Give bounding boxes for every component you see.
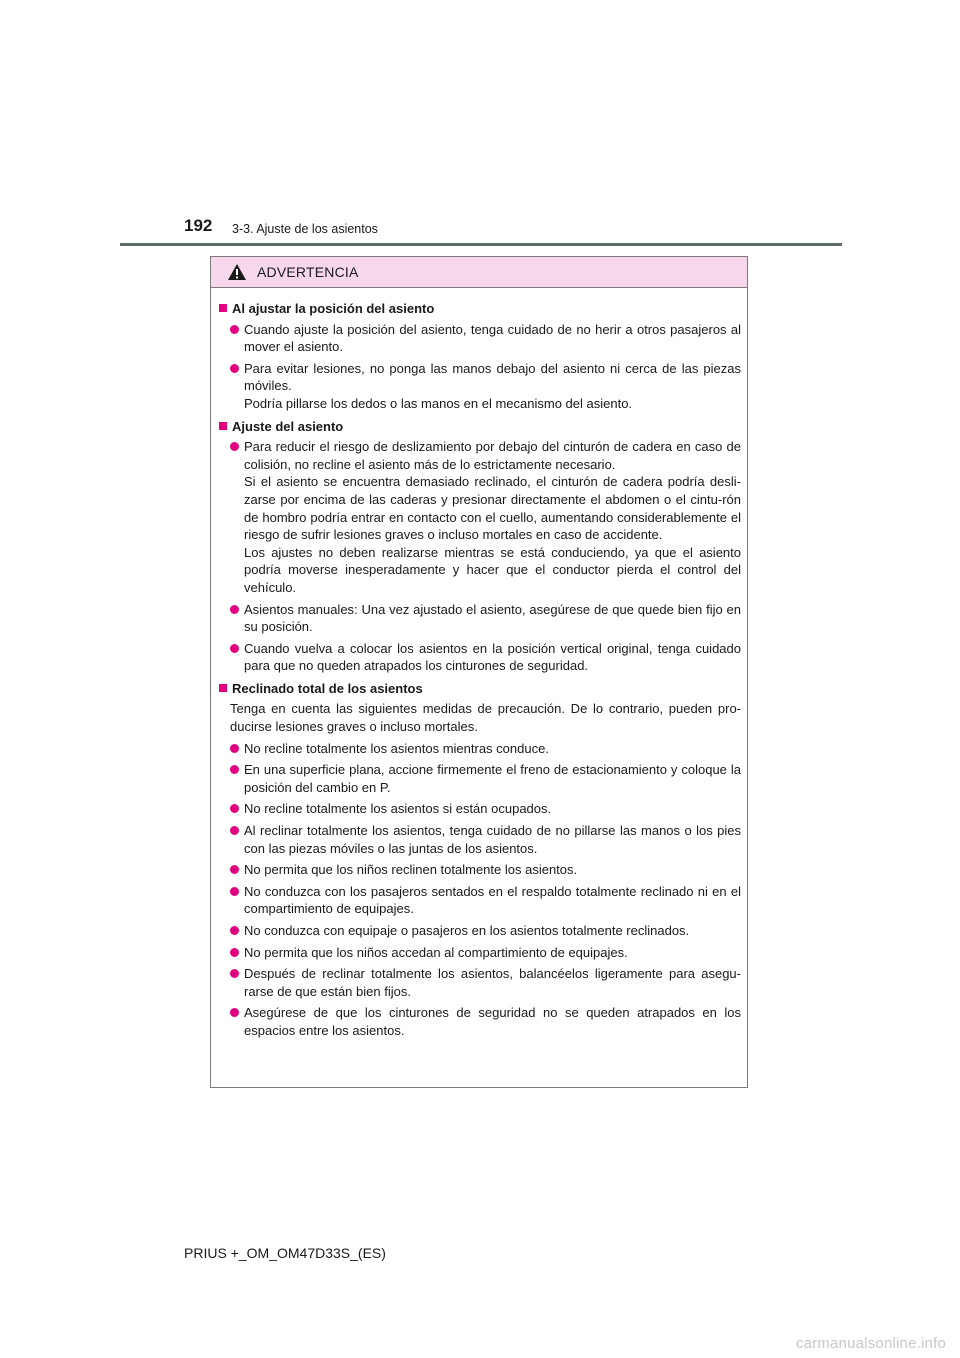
circle-bullet-icon <box>230 364 239 373</box>
paragraph: No permita que los niños accedan al compartimiento de equipajes. <box>244 944 628 960</box>
circle-bullet-icon <box>230 804 239 813</box>
circle-bullet-icon <box>230 887 239 896</box>
header-rule <box>120 243 842 246</box>
paragraph: No recline totalmente los asientos mientras conduce. <box>244 740 549 756</box>
circle-bullet-icon <box>230 926 239 935</box>
paragraph: Podría pillarse los dedos o las manos en el mecanismo del asiento. <box>244 395 633 411</box>
paragraph: Asientos manuales: Una vez ajustado el asiento, asegúrese de que quede bien fijo en su posición. <box>244 601 741 635</box>
list-item <box>230 861 741 879</box>
topic-heading-text: Reclinado total de los asientos <box>232 680 423 696</box>
watermark: carmanualsonline.info <box>795 1335 946 1352</box>
list-item-text <box>244 861 741 879</box>
paragraph: Los ajustes no deben realizarse mientras se está conduciendo, ya que el asiento podría moverse inesperadamente y hacer que el conductor pierda el control del vehículo. <box>244 544 741 595</box>
circle-bullet-icon <box>230 644 239 653</box>
topic-heading <box>217 418 741 436</box>
list-item-text <box>244 883 741 918</box>
list-item <box>230 438 741 596</box>
paragraph: No conduzca con los pasajeros sentados en el respaldo totalmente reclinado ni en el compartimiento de equipajes. <box>244 883 741 917</box>
list-item <box>230 601 741 636</box>
circle-bullet-icon <box>230 325 239 334</box>
list-item <box>230 761 741 796</box>
topic-intro: Tenga en cuenta las siguientes medidas de precaución. De lo contrario, pueden pro-ducirse lesiones graves o incluso mortales. <box>230 701 741 735</box>
paragraph: Asegúrese de que los cinturones de seguridad no se queden atrapados en los espacios entre los asientos. <box>244 1005 741 1038</box>
list-item-text <box>244 360 741 413</box>
topic-heading <box>217 680 741 698</box>
paragraph: Si el asiento se encuentra demasiado reclinado, el cinturón de cadera podría desli-zarse por encima de las caderas y presionar directamente el abdomen o el cintu-rón de hombro podría entrar en contacto con el cuello, aumentando considerablemente el riesgo de sufrir lesiones graves o incluso mortales en caso de accidente. <box>244 474 741 543</box>
list-item <box>230 740 741 758</box>
square-bullet-icon <box>219 684 227 692</box>
paragraph: Para reducir el riesgo de deslizamiento por debajo del cinturón de cadera en caso de colisión, no recline el asiento más de lo estrictamente necesario. <box>244 439 741 472</box>
circle-bullet-icon <box>230 765 239 774</box>
list-item <box>230 922 741 940</box>
warning-box <box>210 256 748 1088</box>
list-item-text <box>244 822 741 857</box>
circle-bullet-icon <box>230 969 239 978</box>
paragraph: Cuando ajuste la posición del asiento, tenga cuidado de no herir a otros pasajeros al mover el asiento. <box>244 321 741 355</box>
circle-bullet-icon <box>230 605 239 614</box>
list-item <box>230 800 741 818</box>
paragraph: En una superficie plana, accione firmemente el freno de estacionamiento y coloque la posición del cambio en P. <box>244 762 741 795</box>
list-item-text <box>244 1004 741 1039</box>
list-item-text <box>244 944 741 962</box>
list-item-text <box>244 761 741 796</box>
warning-topic <box>217 300 741 413</box>
list-item <box>230 640 741 675</box>
list-item-text <box>244 640 741 675</box>
list-item <box>230 883 741 918</box>
list-item <box>230 822 741 857</box>
circle-bullet-icon <box>230 1008 239 1017</box>
paragraph: Después de reclinar totalmente los asientos, balancéelos ligeramente para asegu-rarse de que están bien fijos. <box>244 966 741 999</box>
warning-topic <box>217 680 741 1040</box>
paragraph: Al reclinar totalmente los asientos, tenga cuidado de no pillarse las manos o los pies con las piezas móviles o las juntas de los asientos. <box>244 823 741 856</box>
list-item-text <box>244 922 741 940</box>
square-bullet-icon <box>219 422 227 430</box>
list-item <box>230 1004 741 1039</box>
circle-bullet-icon <box>230 865 239 874</box>
paragraph: Para evitar lesiones, no ponga las manos debajo del asiento ni cerca de las piezas móviles. <box>244 360 741 394</box>
topic-heading <box>217 300 741 318</box>
list-item <box>230 965 741 1000</box>
circle-bullet-icon <box>230 826 239 835</box>
list-item <box>230 360 741 413</box>
circle-bullet-icon <box>230 442 239 451</box>
document-code: PRIUS +_OM_OM47D33S_(ES) <box>184 1245 386 1261</box>
warning-topic <box>217 418 741 675</box>
page-number: 192 <box>184 216 213 235</box>
paragraph: No permita que los niños reclinen totalmente los asientos. <box>244 862 578 878</box>
list-item-text <box>244 601 741 636</box>
topic-heading-text: Al ajustar la posición del asiento <box>232 301 435 316</box>
warning-header <box>211 257 747 288</box>
list-item-text <box>244 740 741 758</box>
paragraph: No conduzca con equipaje o pasajeros en los asientos totalmente reclinados. <box>244 923 690 938</box>
paragraph: Cuando vuelva a colocar los asientos en la posición vertical original, tenga cuidado para que no queden atrapados los cinturones de seguridad. <box>244 640 741 674</box>
list-item <box>230 321 741 356</box>
warning-title: ADVERTENCIA <box>257 264 359 280</box>
circle-bullet-icon <box>230 948 239 957</box>
warning-triangle-icon <box>227 263 247 281</box>
circle-bullet-icon <box>230 744 239 753</box>
square-bullet-icon <box>219 304 227 312</box>
list-item-text <box>244 321 741 356</box>
topic-heading-text: Ajuste del asiento <box>232 418 344 434</box>
list-item <box>230 944 741 962</box>
list-item-text <box>244 438 741 596</box>
list-item-text <box>244 800 741 818</box>
warning-body <box>211 288 747 1040</box>
section-title: 3-3. Ajuste de los asientos <box>232 222 378 236</box>
paragraph: No recline totalmente los asientos si están ocupados. <box>244 801 552 817</box>
list-item-text <box>244 965 741 1000</box>
